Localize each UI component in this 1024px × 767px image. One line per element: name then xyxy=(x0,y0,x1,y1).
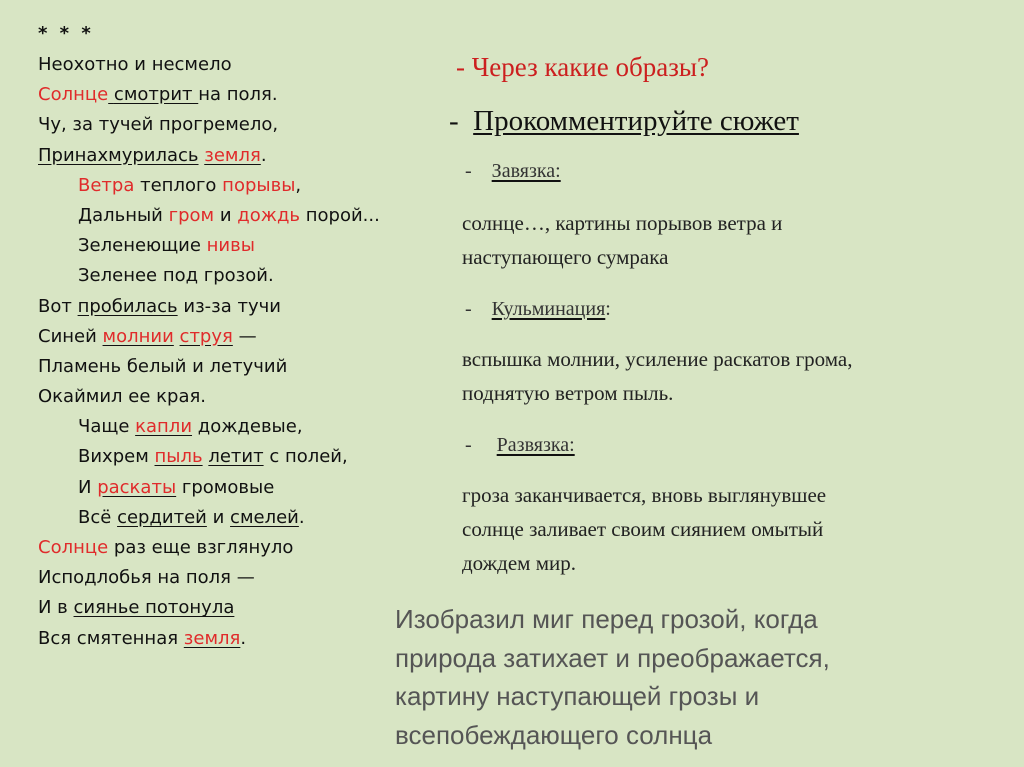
text-line: вспышка молнии, усиление раскатов грома, xyxy=(462,347,853,371)
poem-highlight: дождь xyxy=(237,204,301,226)
poem-text: Синей xyxy=(38,325,97,347)
poem-highlight: земля xyxy=(183,627,241,649)
poem-text: , xyxy=(295,174,302,196)
poem-highlight: Солнце xyxy=(38,84,109,106)
poem-text: раз еще взглянуло xyxy=(113,537,294,558)
text-line: наступающего сумрака xyxy=(462,245,669,269)
question-images: - Через какие образы? xyxy=(456,52,710,82)
poem-highlight: капли xyxy=(135,416,193,438)
poem-line xyxy=(38,563,438,593)
plot-zavyazka-heading xyxy=(465,160,561,183)
text-line: дождем мир. xyxy=(462,551,576,575)
poem-text: с полей, xyxy=(269,446,348,468)
poem-line xyxy=(38,80,438,110)
poem-stars: * * * xyxy=(38,23,94,44)
poem-line xyxy=(38,593,438,623)
kulminaciya-text xyxy=(462,342,853,410)
text-line: солнце…, картины порывов ветра и xyxy=(462,211,783,235)
dash: - xyxy=(465,298,472,320)
poem-line xyxy=(38,352,438,382)
poem-line xyxy=(38,292,438,322)
poem-text: Зеленеющие xyxy=(78,235,201,257)
text-line: солнце заливает своим сиянием омытый xyxy=(462,517,824,541)
poem-text: и xyxy=(212,506,225,528)
poem-highlight: нивы xyxy=(206,235,255,257)
poem-underline: летит xyxy=(208,446,264,468)
poem-line xyxy=(38,382,438,412)
poem-line xyxy=(38,201,438,231)
dash: - xyxy=(465,160,472,182)
poem-underline: сиянье потонула xyxy=(73,597,235,619)
poem-highlight: струя xyxy=(179,325,233,347)
poem-underline: пробилась xyxy=(77,295,178,317)
poem-highlight: гром xyxy=(168,204,215,226)
poem-text: . xyxy=(260,144,267,166)
poem-text: Неохотно и несмело xyxy=(38,54,232,75)
poem-highlight: порывы xyxy=(222,174,296,196)
poem-text: теплого xyxy=(140,174,217,196)
poem-text: из-за тучи xyxy=(183,295,281,317)
poem-text: порой... xyxy=(305,204,380,226)
plot-razvyazka-heading xyxy=(465,434,575,457)
poem-text: . xyxy=(298,506,305,528)
poem-line xyxy=(38,141,438,171)
summary-line: природа затихает и преображается, xyxy=(395,642,830,673)
poem-underline: смелей xyxy=(230,506,299,528)
dash: - xyxy=(449,105,459,137)
poem-text: Чаще xyxy=(78,416,130,438)
poem-text: И xyxy=(78,476,92,498)
poem-text: . xyxy=(240,627,247,649)
poem-text: Пламень белый и летучий xyxy=(38,355,288,377)
poem-underline: Принахмурилась xyxy=(38,144,199,166)
poem-highlight: пыль xyxy=(154,446,203,468)
question-comment-plot-text: Прокомментируйте сюжет xyxy=(473,105,799,137)
summary-line: Изобразил миг перед грозой, когда xyxy=(395,604,818,634)
poem-line xyxy=(38,412,438,442)
kulminaciya-label: Кульминация xyxy=(491,298,606,320)
poem-text: Зеленее под грозой. xyxy=(78,265,274,287)
poem-line xyxy=(38,503,438,533)
poem-highlight: земля xyxy=(204,144,261,166)
poem-line xyxy=(38,231,438,261)
poem-underline xyxy=(108,84,198,105)
poem-line xyxy=(38,50,438,80)
question-comment-plot xyxy=(449,105,799,138)
poem-line xyxy=(38,533,438,563)
text-line: гроза заканчивается, вновь выглянувшее xyxy=(462,483,827,507)
poem-line xyxy=(38,322,438,352)
poem-text: на поля. xyxy=(198,84,278,106)
poem-text: Вся смятенная xyxy=(38,627,179,649)
poem-underline: сердитей xyxy=(117,506,207,528)
poem-text: Чу, за тучей прогремело, xyxy=(38,114,279,136)
poem-highlight: Солнце xyxy=(38,537,109,558)
poem-text: дождевые, xyxy=(197,416,303,438)
poem-text: смотрит xyxy=(113,84,193,106)
poem-text: Исподлобья на поля — xyxy=(38,567,255,589)
zavyazka-text xyxy=(462,206,782,274)
poem-highlight: Ветра xyxy=(78,174,135,196)
poem-highlight: молнии xyxy=(102,325,174,347)
dash: - xyxy=(465,434,472,456)
poem-text: Всё xyxy=(78,506,112,528)
poem-text: Вихрем xyxy=(78,446,149,468)
poem-text: Вот xyxy=(38,295,72,317)
poem-line xyxy=(38,261,438,291)
poem-line xyxy=(38,110,438,140)
poem-text: — xyxy=(238,325,257,347)
poem-text: громовые xyxy=(181,476,275,498)
summary-line: картину наступающей грозы и xyxy=(395,681,760,711)
poem-highlight: раскаты xyxy=(97,476,177,498)
summary-line: всепобеждающего солнца xyxy=(395,719,713,750)
razvyazka-label: Развязка: xyxy=(496,434,575,456)
poem-text: и xyxy=(219,204,232,226)
poem-line xyxy=(38,473,438,503)
zavyazka-label: Завязка: xyxy=(491,160,561,182)
poem-line xyxy=(38,171,438,201)
poem-line xyxy=(38,442,438,472)
plot-kulminaciya-heading xyxy=(465,298,611,321)
poem-text: Дальный xyxy=(78,204,163,226)
poem-line xyxy=(38,624,438,654)
colon: : xyxy=(605,298,611,320)
poem xyxy=(38,24,438,654)
text-line: поднятую ветром пыль. xyxy=(462,381,674,405)
razvyazka-text xyxy=(462,478,826,580)
poem-text: И в xyxy=(38,597,68,619)
poem-text: Окаймил ее края. xyxy=(38,386,207,408)
summary xyxy=(395,600,995,754)
